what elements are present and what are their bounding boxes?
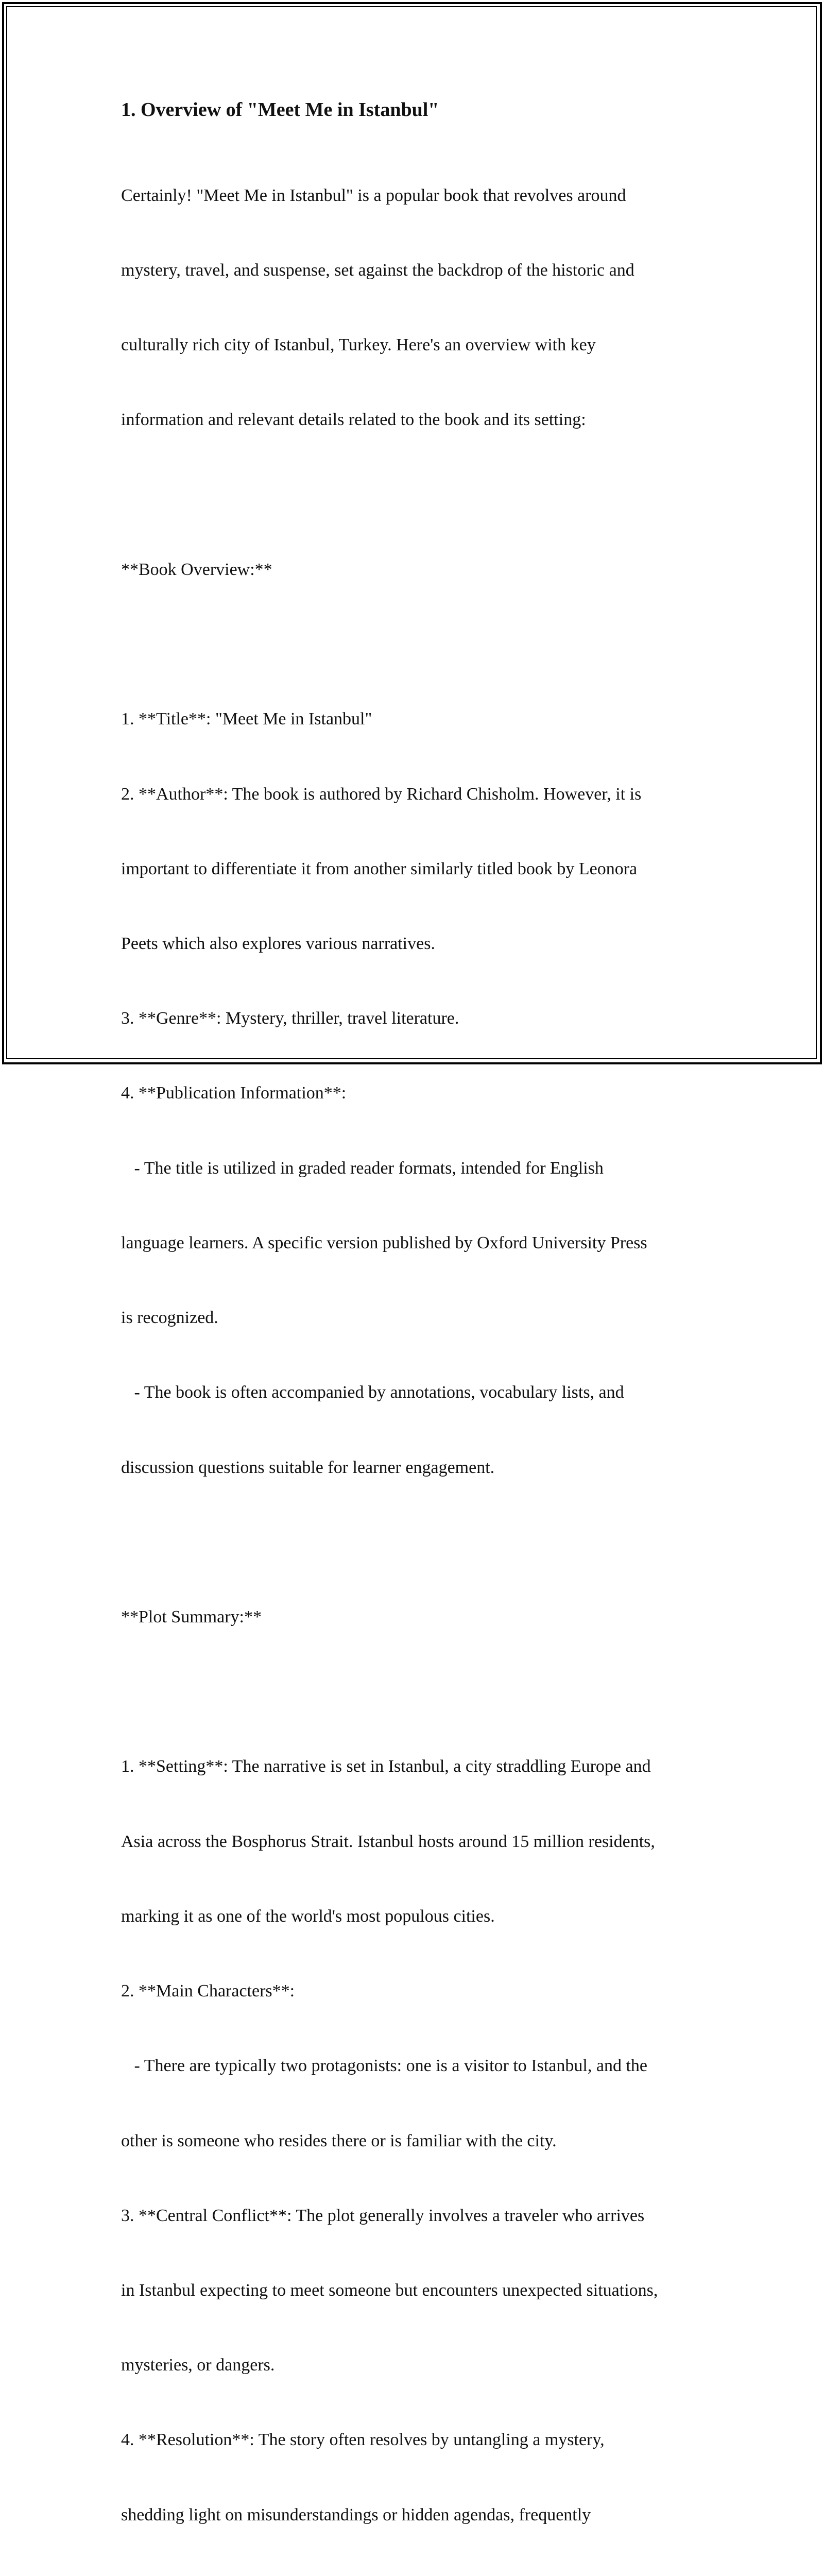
text-line: important to differentiate it from another similarly titled book by Leonora [121,859,638,878]
text-line: mysteries, or dangers. [121,2355,275,2375]
text-line: Certainly! "Meet Me in Istanbul" is a popular book that revolves around [121,185,626,205]
text-line: information and relevant details related to the book and its setting: [121,410,586,430]
list-item: 1. **Setting**: The narrative is set in Istanbul, a city straddling Europe and [121,1757,651,1776]
section-heading: 1. Overview of "Meet Me in Istanbul" [121,99,439,121]
list-item: 2. **Author**: The book is authored by Richard Chisholm. However, it is [121,784,642,804]
text-line: in Istanbul expecting to meet someone but encounters unexpected situations, [121,2280,658,2300]
document-body [121,96,713,2576]
text-line: Asia across the Bosphorus Strait. Istanbul hosts around 15 million residents, [121,1832,655,1851]
body-text [121,133,713,2576]
text-line: marking it as one of the world's most populous cities. [121,1906,495,1926]
text-line: culturally rich city of Istanbul, Turkey. Here's an overview with key [121,335,596,355]
list-item: 1. **Title**: "Meet Me in Istanbul" [121,709,372,729]
text-line: discussion questions suitable for learner engagement. [121,1458,495,1477]
text-line: language learners. A specific version published by Oxford University Press [121,1233,647,1252]
text-line: mystery, travel, and suspense, set against the backdrop of the historic and [121,261,634,280]
blank-line [121,483,713,507]
text-line: Peets which also explores various narratives. [121,934,435,953]
text-line: is recognized. [121,1308,218,1328]
sub-list-item: - The title is utilized in graded reader formats, intended for English [121,1158,604,1178]
sub-list-item: - There are typically two protagonists: one is a visitor to Istanbul, and the [121,2056,647,2076]
blank-line [121,632,713,657]
blank-line [121,1680,713,1704]
list-item: 3. **Genre**: Mystery, thriller, travel literature. [121,1009,459,1028]
list-item: 2. **Main Characters**: [121,1981,295,2001]
list-item: 4. **Resolution**: The story often resolves by untangling a mystery, [121,2430,605,2450]
sub-list-item: - The book is often accompanied by annotations, vocabulary lists, and [121,1383,624,1402]
list-item: 4. **Publication Information**: [121,1083,347,1103]
text-line: other is someone who resides there or is familiar with the city. [121,2131,557,2150]
subsection-label: **Book Overview:** [121,560,272,579]
text-line: shedding light on misunderstandings or hidden agendas, frequently [121,2505,591,2524]
subsection-label: **Plot Summary:** [121,1607,262,1626]
blank-line [121,1530,713,1555]
list-item: 3. **Central Conflict**: The plot generally involves a traveler who arrives [121,2206,645,2225]
